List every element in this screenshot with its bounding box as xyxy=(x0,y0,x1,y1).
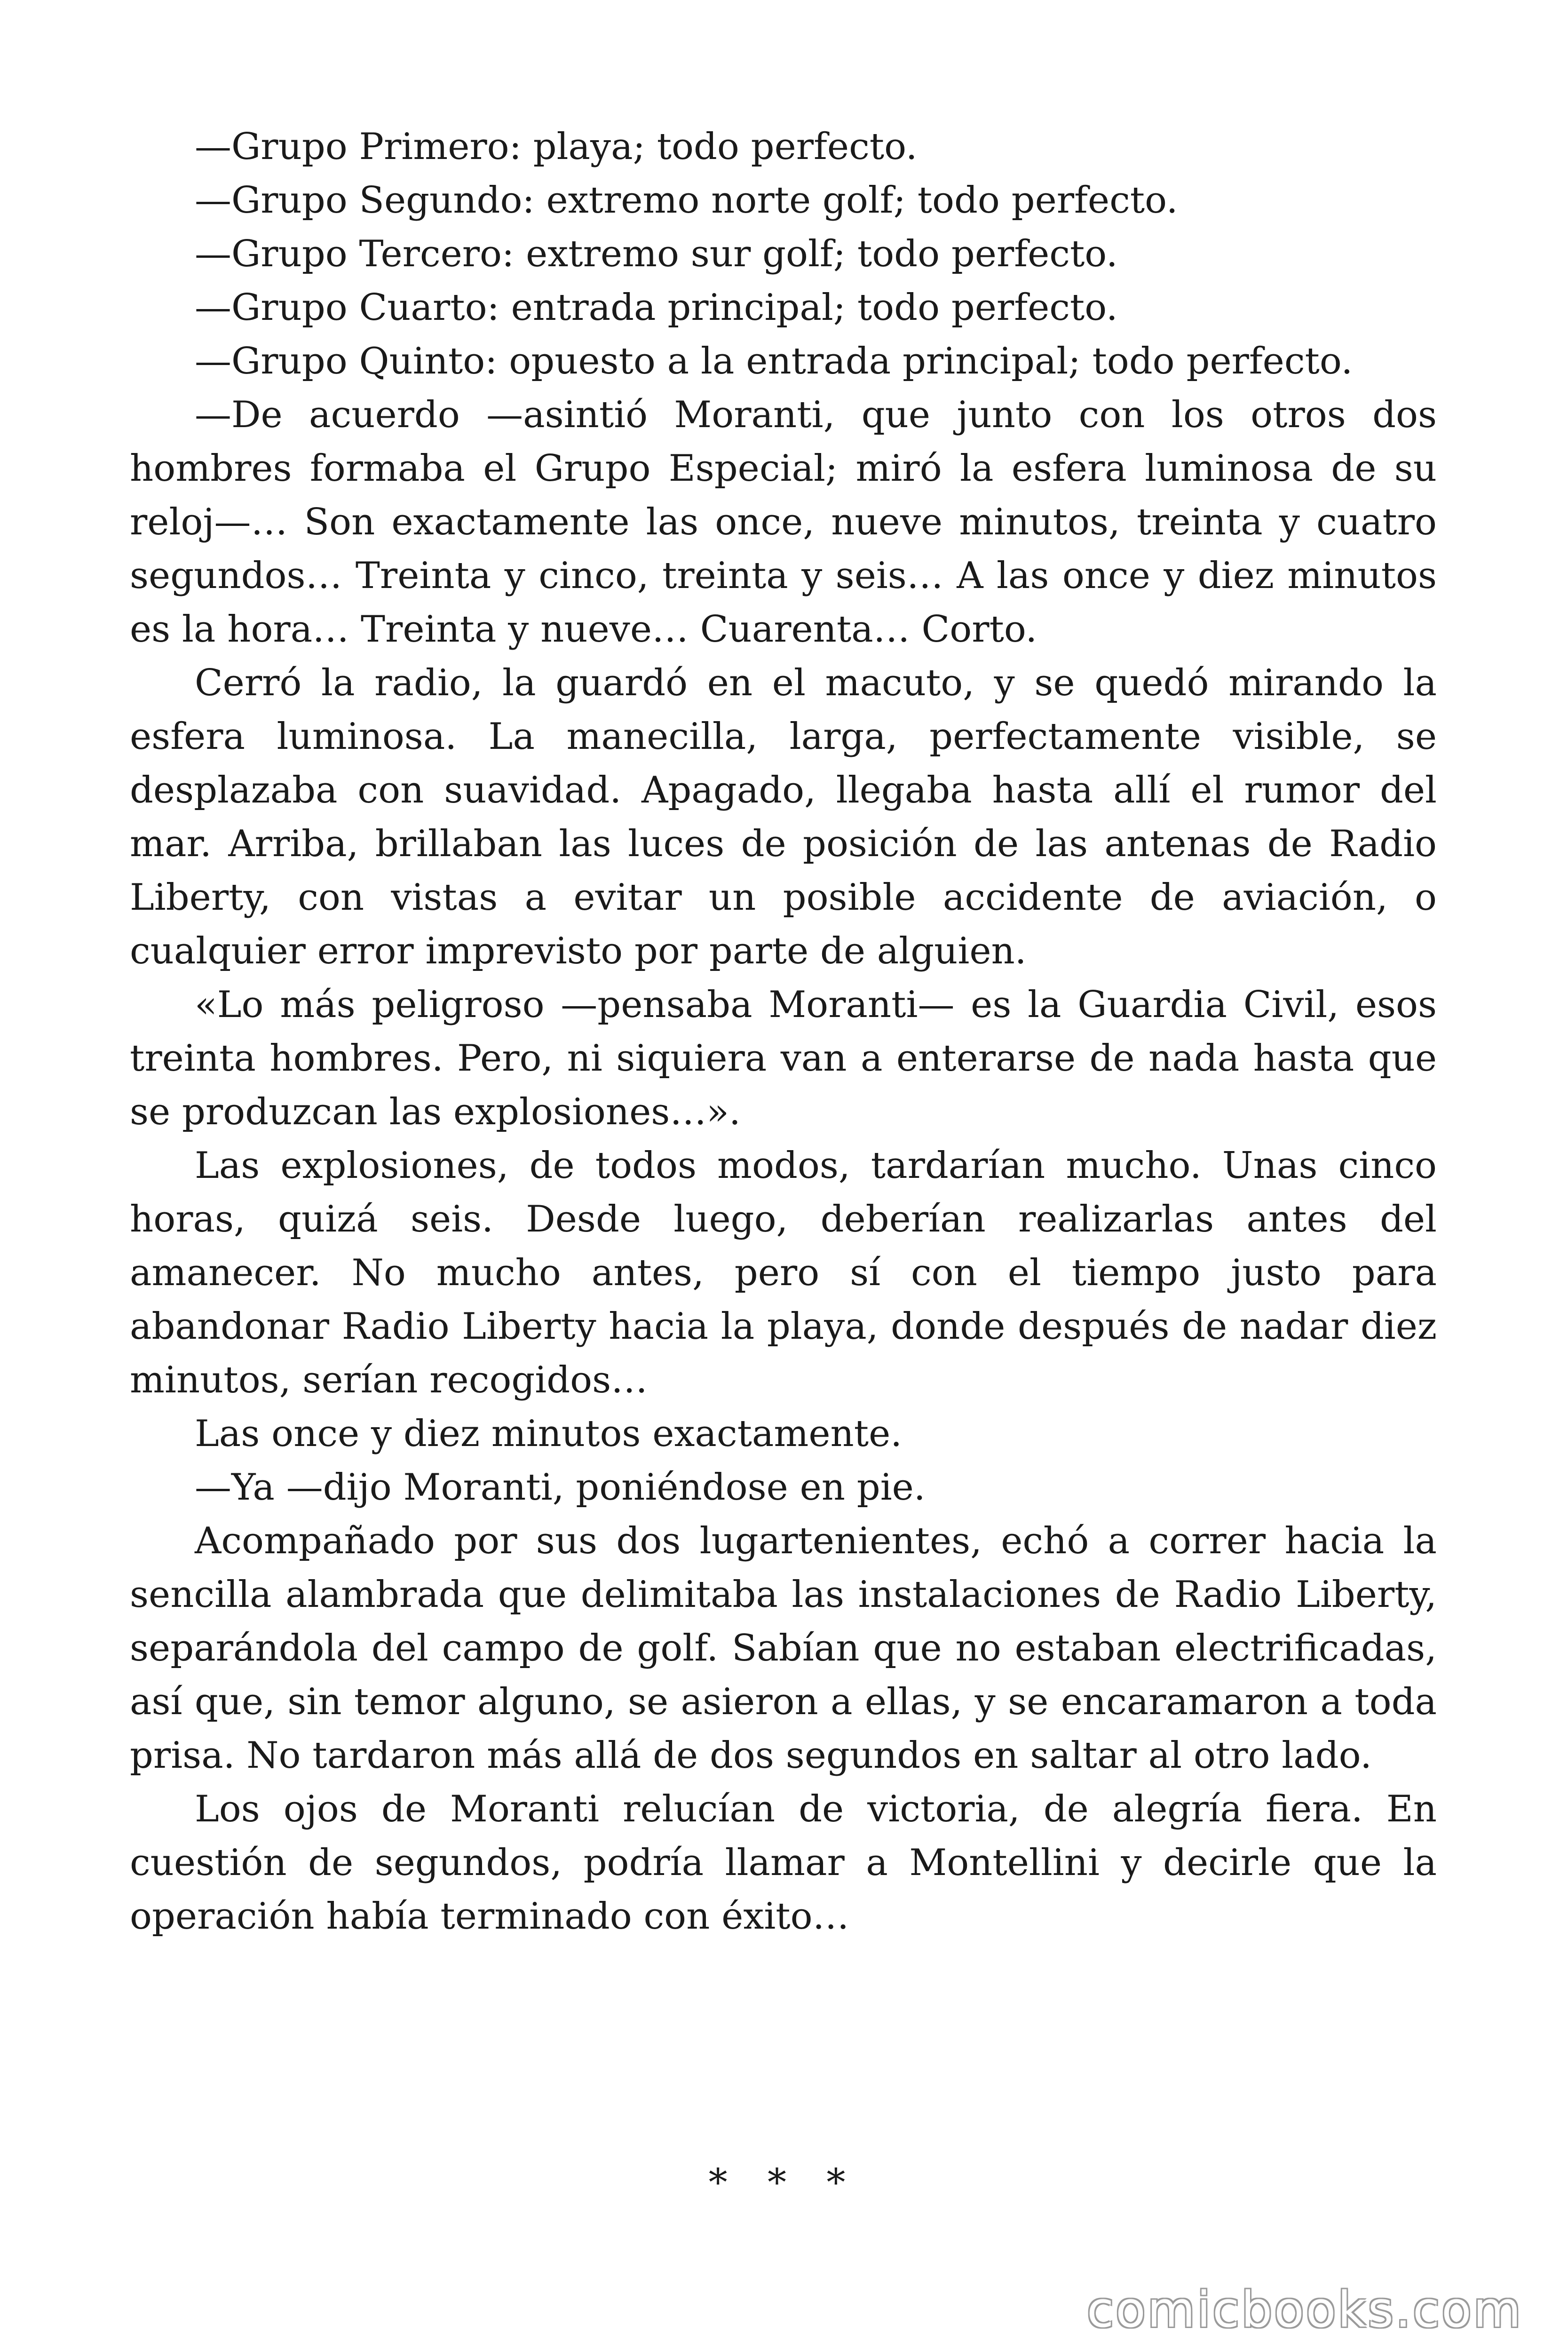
paragraph-5: —Grupo Quinto: opuesto a la entrada principal; todo perfecto. xyxy=(195,340,1353,382)
watermark: comicbooks.com xyxy=(1086,2281,1523,2338)
paragraph-2: —Grupo Segundo: extremo norte golf; todo perfecto. xyxy=(195,179,1178,222)
paragraph-12: Acompañado por sus dos lugartenientes, echó a correr hacia la sencilla alambrada que delimitaba las instalaciones de Radio Liberty, separándola del campo de golf. Sabían que no estaban electrificadas, así que, sin temor alguno, se asieron a ellas, y se encaramaron a toda prisa. No tardaron más allá de dos segundos en saltar al otro lado. xyxy=(130,1520,1437,1777)
paragraph-3: —Grupo Tercero: extremo sur golf; todo perfecto. xyxy=(195,233,1118,275)
paragraph-7: Cerró la radio, la guardó en el macuto, y se quedó mirando la esfera luminosa. La manecilla, larga, perfectamente visible, se desplazaba con suavidad. Apagado, llegaba hasta allí el rumor del mar. Arriba, brillaban las luces de posición de las antenas de Radio Liberty, con vistas a evitar un posible accidente de aviación, o cualquier error imprevisto por parte de alguien. xyxy=(130,662,1437,972)
paragraph-10: Las once y diez minutos exactamente. xyxy=(195,1413,903,1455)
body-text xyxy=(130,120,1437,1943)
paragraph-11: —Ya —dijo Moranti, poniéndose en pie. xyxy=(195,1466,926,1509)
paragraph-4: —Grupo Cuarto: entrada principal; todo perfecto. xyxy=(195,286,1118,329)
section-separator: * * * xyxy=(708,2161,860,2204)
paragraph-9: Las explosiones, de todos modos, tardarían mucho. Unas cinco horas, quizá seis. Desde luego, deberían realizarlas antes del amanecer. No mucho antes, pero sí con el tiempo justo para abandonar Radio Liberty hacia la playa, donde después de nadar diez minutos, serían recogidos… xyxy=(130,1144,1437,1401)
paragraph-1: —Grupo Primero: playa; todo perfecto. xyxy=(195,126,918,168)
paragraph-8: «Lo más peligroso —pensaba Moranti— es la Guardia Civil, esos treinta hombres. Pero, ni siquiera van a enterarse de nada hasta que se produzcan las explosiones…». xyxy=(130,984,1437,1133)
paragraph-13: Los ojos de Moranti relucían de victoria, de alegría fiera. En cuestión de segundos, podría llamar a Montellini y decirle que la operación había terminado con éxito… xyxy=(130,1788,1437,1938)
paragraph-6: —De acuerdo —asintió Moranti, que junto con los otros dos hombres formaba el Grupo Especial; miró la esfera luminosa de su reloj—… Son exactamente las once, nueve minutos, treinta y cuatro segundos… Treinta y cinco, treinta y seis… A las once y diez minutos es la hora… Treinta y nueve… Cuarenta… Corto. xyxy=(130,394,1437,651)
